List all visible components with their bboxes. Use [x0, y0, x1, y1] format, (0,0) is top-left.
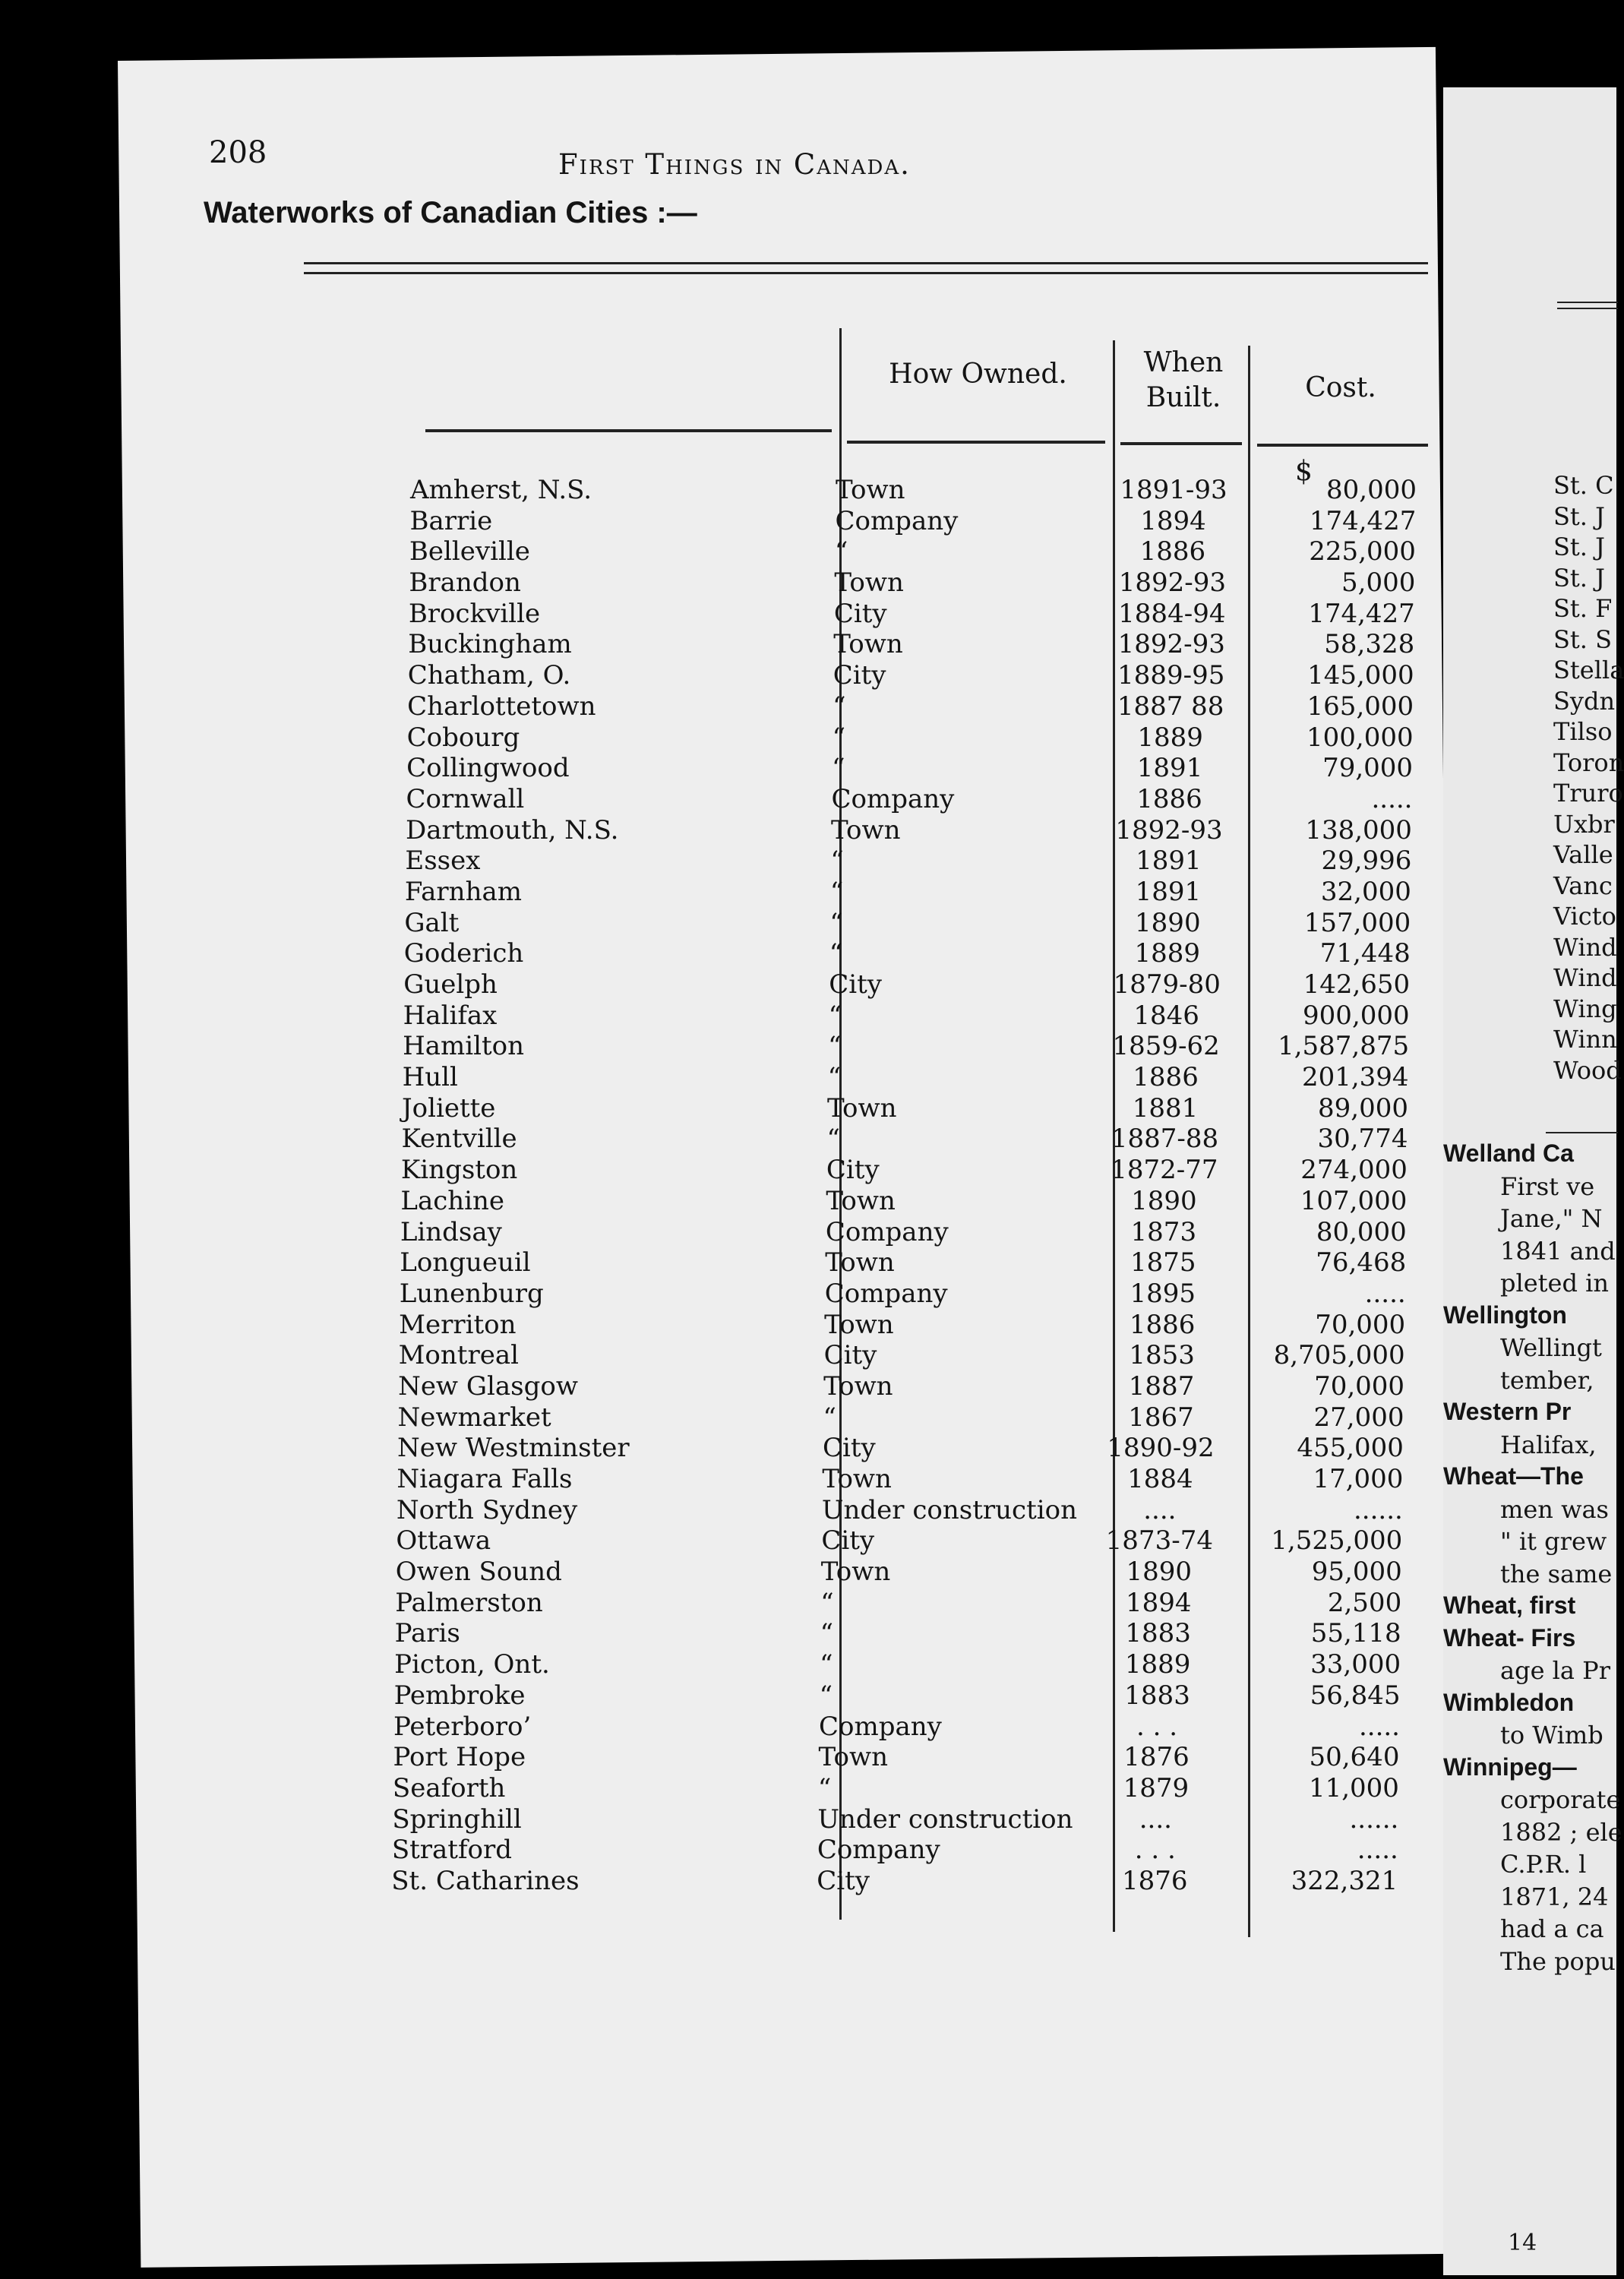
right-table-row: Stella [1553, 656, 1624, 684]
city-cell: Niagara Falls [397, 1464, 573, 1494]
owned-cell: Under construction [817, 1803, 1073, 1835]
cost-cell: 33,000 [1310, 1649, 1401, 1680]
entry-text: pleted in [1500, 1269, 1609, 1298]
built-cell: 1883 [1124, 1680, 1190, 1711]
header-rule-cost [1257, 444, 1428, 447]
cost-cell: 274,000 [1300, 1155, 1408, 1186]
table-row [392, 1804, 1436, 1835]
city-cell: Hull [402, 1062, 458, 1093]
table-row [398, 1402, 1436, 1433]
city-cell: Cobourg [406, 722, 520, 753]
table-top-rule [304, 262, 1428, 274]
table-row [403, 1031, 1436, 1062]
city-cell: Port Hope [393, 1742, 526, 1773]
built-cell: 1889 [1124, 1649, 1191, 1680]
table-row [405, 846, 1436, 877]
built-cell: 1886 [1136, 783, 1202, 814]
table-row [409, 506, 1436, 537]
owned-cell: City [833, 660, 886, 691]
table-row [399, 1340, 1436, 1371]
right-table-row: Uxbr [1553, 809, 1615, 839]
header-rule-owned [847, 441, 1105, 444]
cost-cell: 70,000 [1314, 1370, 1405, 1402]
table-row [398, 1371, 1436, 1402]
owned-cell: Town [836, 475, 905, 505]
entry-text: C.P.R. l [1500, 1850, 1587, 1879]
entry-text: Jane," N [1500, 1204, 1603, 1233]
cost-cell: ..... [1371, 783, 1413, 814]
cost-cell: 8,705,000 [1273, 1340, 1405, 1371]
cost-cell: 5,000 [1341, 567, 1416, 599]
built-cell: 1873-74 [1105, 1525, 1213, 1557]
city-cell: Owen Sound [395, 1557, 562, 1588]
city-cell: Barrie [409, 505, 493, 536]
city-cell: Chatham, O. [407, 660, 571, 691]
entry-heading: Welland Ca [1443, 1140, 1574, 1167]
right-table-row: Wing [1553, 994, 1617, 1023]
built-cell: 1892-93 [1117, 629, 1225, 660]
cost-cell: 80,000 [1326, 475, 1417, 505]
owned-cell: “ [834, 536, 848, 567]
right-table-row: St. C [1553, 471, 1614, 500]
cost-cell: ..... [1358, 1711, 1400, 1742]
city-cell: Picton, Ont. [394, 1649, 550, 1680]
owned-cell: Town [824, 1309, 894, 1340]
city-cell: Montreal [398, 1340, 519, 1371]
city-cell: Goderich [403, 938, 524, 969]
table-row [409, 567, 1436, 599]
owned-cell: Town [827, 1092, 897, 1124]
signature-mark: 14 [1508, 2230, 1537, 2256]
owned-cell: “ [829, 876, 844, 907]
column-header-built: When Built. [1143, 347, 1224, 413]
right-table-row: St. J [1553, 533, 1605, 561]
owned-cell: “ [829, 907, 843, 938]
entry-heading: Winnipeg— [1443, 1753, 1577, 1781]
entry-text: corporate [1500, 1785, 1621, 1814]
column-header-cost: Cost. [1305, 372, 1376, 403]
owned-cell: Company [817, 1835, 940, 1866]
owned-cell: Company [825, 1216, 949, 1247]
city-cell: Guelph [403, 969, 498, 1000]
table-row [405, 877, 1436, 908]
entry-text: the same [1500, 1559, 1613, 1588]
right-table-row: Tilso [1553, 717, 1613, 746]
owned-cell: “ [829, 938, 843, 969]
owned-cell: Town [830, 814, 901, 846]
table-row [402, 1093, 1436, 1124]
owned-cell: “ [833, 691, 846, 722]
table-row [406, 784, 1436, 815]
entry-heading: Wheat- Firs [1443, 1623, 1576, 1652]
city-cell: Seaforth [392, 1772, 506, 1803]
cost-cell: 157,000 [1303, 907, 1411, 938]
built-cell: 1883 [1125, 1618, 1191, 1649]
owned-cell: City [817, 1865, 870, 1896]
owned-cell: Town [823, 1370, 893, 1402]
entry-text: age la Pr [1500, 1656, 1610, 1685]
city-cell: Cornwall [406, 783, 525, 814]
city-cell: Palmerston [395, 1587, 543, 1618]
cost-cell: 174,427 [1308, 598, 1415, 629]
entry-text: Halifax, [1500, 1430, 1597, 1459]
owned-cell: Company [824, 1278, 948, 1309]
built-cell: 1876 [1121, 1865, 1188, 1896]
cost-cell: ..... [1357, 1835, 1398, 1866]
city-cell: Pembroke [393, 1680, 526, 1711]
table-row [394, 1680, 1436, 1712]
owned-cell: Company [831, 783, 955, 814]
right-table-row: St. S [1553, 624, 1613, 654]
city-cell: Collingwood [406, 753, 570, 784]
table-row [401, 1155, 1436, 1186]
right-table-row: Toron [1553, 748, 1624, 777]
city-cell: Hamilton [403, 1031, 525, 1062]
cost-cell: 27,000 [1313, 1402, 1404, 1433]
built-cell: 1875 [1130, 1247, 1196, 1279]
built-cell: 1887 [1128, 1370, 1195, 1402]
city-cell: Newmarket [397, 1402, 551, 1433]
city-cell: Essex [405, 846, 481, 877]
city-cell: Belleville [409, 536, 530, 567]
cost-cell: 138,000 [1305, 814, 1412, 846]
owned-cell: “ [828, 1031, 842, 1062]
right-table-row: St. J [1553, 563, 1605, 593]
city-cell: Paris [394, 1618, 460, 1649]
right-table-row: Wind [1553, 963, 1617, 992]
entry-text: " it grew [1500, 1527, 1607, 1556]
cost-cell: 201,394 [1301, 1062, 1409, 1093]
built-cell: 1876 [1123, 1742, 1190, 1773]
table-row [403, 1000, 1436, 1032]
owned-cell: Town [826, 1185, 896, 1216]
built-cell: 1891 [1136, 753, 1203, 784]
built-cell: 1889-95 [1117, 660, 1225, 691]
owned-cell: City [833, 598, 887, 629]
built-cell: 1892-93 [1115, 814, 1223, 846]
right-table-row: St. F [1553, 594, 1613, 623]
built-cell: 1892-93 [1118, 567, 1226, 599]
section-title: Waterworks of Canadian Cities :— [204, 196, 697, 229]
table-row [395, 1618, 1436, 1649]
built-cell: . . . [1134, 1835, 1176, 1866]
city-cell: Lunenburg [399, 1278, 544, 1309]
owned-cell: “ [820, 1618, 834, 1649]
built-cell: 1889 [1137, 722, 1203, 753]
owned-cell: “ [827, 1062, 841, 1093]
owned-cell: City [822, 1433, 876, 1464]
right-table-row: Valle [1553, 840, 1613, 869]
built-cell: 1886 [1133, 1062, 1199, 1093]
owned-cell: “ [817, 1772, 832, 1803]
entry-heading: Wheat—The [1443, 1462, 1584, 1490]
table-row [397, 1433, 1436, 1464]
owned-cell: “ [826, 1124, 840, 1155]
table-row [406, 815, 1436, 846]
table-row [404, 938, 1436, 969]
cost-cell: 165,000 [1306, 691, 1414, 722]
built-cell: 1846 [1133, 1000, 1199, 1031]
table-row [400, 1279, 1436, 1310]
table-row [394, 1649, 1436, 1680]
cost-cell: 1,525,000 [1271, 1525, 1403, 1557]
cost-cell: ..... [1364, 1278, 1406, 1309]
right-table-row: St. J [1553, 501, 1605, 531]
built-cell: 1890 [1131, 1185, 1197, 1216]
entry-text: Wellingt [1500, 1333, 1602, 1362]
table-row [392, 1835, 1436, 1866]
city-cell: Halifax [403, 1000, 498, 1031]
city-cell: Kentville [401, 1124, 517, 1155]
built-cell: 1887 88 [1117, 691, 1224, 722]
owned-cell: City [829, 969, 882, 1000]
built-cell: .... [1143, 1494, 1177, 1525]
cost-cell: 145,000 [1307, 660, 1414, 691]
right-page [1443, 87, 1624, 2275]
right-table-row: Victo [1553, 902, 1616, 931]
city-cell: Peterboro’ [393, 1711, 532, 1742]
table-row [400, 1186, 1436, 1217]
built-cell: 1881 [1132, 1092, 1199, 1124]
cost-cell: 142,650 [1303, 969, 1411, 1000]
table-row [393, 1773, 1436, 1804]
owned-cell: “ [830, 846, 844, 877]
table-row [397, 1495, 1436, 1526]
owned-cell: City [821, 1525, 875, 1557]
table-row [406, 753, 1436, 784]
entry-text: tember, [1500, 1365, 1594, 1395]
cost-cell: 50,640 [1309, 1742, 1400, 1773]
city-cell: Joliette [402, 1092, 496, 1124]
built-cell: 1859-62 [1112, 1031, 1220, 1062]
right-table-row: Truro [1553, 779, 1623, 808]
entry-heading: Western Pr [1443, 1398, 1572, 1425]
cost-cell: 56,845 [1310, 1680, 1401, 1711]
entry-heading: Wimbledon [1443, 1688, 1575, 1716]
owned-cell: Town [833, 629, 903, 660]
cost-cell: 32,000 [1320, 876, 1411, 907]
city-cell: Springhill [392, 1803, 522, 1835]
city-cell: Galt [404, 907, 460, 938]
right-table-row: Wood [1553, 1055, 1622, 1085]
owned-cell: “ [828, 1000, 842, 1031]
header-rule-city [425, 429, 832, 432]
owned-cell: Town [834, 567, 904, 599]
table-row [409, 599, 1436, 630]
table-row [410, 475, 1436, 506]
built-cell: .... [1139, 1803, 1172, 1835]
built-cell: 1890-92 [1107, 1433, 1215, 1464]
entry-heading: Wheat, first [1443, 1592, 1576, 1619]
waterworks-table [391, 475, 1436, 1897]
right-table-row: Winn [1553, 1025, 1617, 1054]
table-row [399, 1310, 1436, 1341]
cost-cell: 322,321 [1291, 1865, 1398, 1896]
city-cell: St. Catharines [391, 1865, 580, 1896]
entry-text: 1841 and [1500, 1236, 1616, 1266]
header-rule-built [1120, 442, 1242, 445]
owned-cell: Town [825, 1247, 895, 1279]
right-table-row: Wind [1553, 932, 1617, 962]
built-cell: 1879-80 [1113, 969, 1221, 1000]
built-cell: 1890 [1135, 907, 1201, 938]
column-header-owned: How Owned. [889, 359, 1067, 390]
table-row [396, 1525, 1436, 1557]
built-cell: . . . [1136, 1711, 1178, 1742]
city-cell: Dartmouth, N.S. [405, 814, 619, 846]
owned-cell: “ [820, 1649, 833, 1680]
built-cell: 1884-94 [1118, 598, 1226, 629]
table-row [401, 1124, 1436, 1155]
entry-text: men was [1500, 1494, 1609, 1524]
cost-cell: 225,000 [1309, 536, 1416, 567]
entry-heading: Wellington [1443, 1301, 1567, 1329]
built-cell: 1873 [1130, 1216, 1197, 1247]
city-cell: New Glasgow [398, 1370, 578, 1402]
table-row [408, 629, 1436, 660]
city-cell: Buckingham [408, 629, 572, 660]
cost-cell: ...... [1354, 1494, 1403, 1525]
table-row [400, 1217, 1436, 1248]
cost-cell: 900,000 [1303, 1000, 1410, 1031]
city-cell: Lachine [400, 1185, 505, 1216]
cost-cell: 71,448 [1319, 938, 1411, 969]
right-table-rule [1557, 302, 1618, 309]
city-cell: Brandon [409, 567, 521, 599]
built-cell: 1894 [1125, 1587, 1192, 1618]
owned-cell: Town [820, 1557, 891, 1588]
owned-cell: Company [819, 1711, 942, 1742]
built-cell: 1890 [1126, 1557, 1193, 1588]
table-row [407, 691, 1436, 722]
table-row [396, 1557, 1436, 1588]
right-table-row: Vanc [1553, 871, 1613, 900]
cost-cell: 17,000 [1313, 1464, 1404, 1494]
entry-text: had a ca [1500, 1914, 1604, 1943]
cost-cell: 95,000 [1311, 1557, 1402, 1588]
table-row [403, 969, 1436, 1000]
built-cell: 1894 [1140, 505, 1206, 536]
table-row [409, 536, 1436, 567]
built-cell: 1886 [1139, 536, 1206, 567]
city-cell: Ottawa [396, 1525, 491, 1557]
entry-text: The popu [1500, 1946, 1616, 1976]
owned-cell: “ [820, 1587, 834, 1618]
owned-cell: Company [835, 505, 959, 536]
table-row [395, 1588, 1436, 1619]
cost-cell: 107,000 [1300, 1185, 1408, 1216]
owned-cell: “ [832, 753, 845, 784]
table-row [403, 1062, 1436, 1093]
city-cell: Brockville [408, 598, 541, 629]
owned-cell: Town [818, 1742, 888, 1773]
cost-cell: 11,000 [1308, 1772, 1399, 1803]
owned-cell: City [826, 1155, 880, 1186]
cost-cell: 29,996 [1321, 846, 1412, 877]
cost-cell: 100,000 [1306, 722, 1414, 753]
entry-text: First ve [1500, 1171, 1595, 1201]
table-row [404, 908, 1436, 939]
city-cell: Longueuil [400, 1247, 531, 1279]
built-cell: 1887-88 [1111, 1124, 1219, 1155]
owned-cell: City [823, 1340, 877, 1371]
city-cell: Kingston [400, 1155, 518, 1186]
table-row [407, 722, 1436, 754]
city-cell: Lindsay [400, 1216, 502, 1247]
owned-cell: Under construction [821, 1494, 1077, 1525]
table-row [391, 1866, 1436, 1897]
cost-cell: 55,118 [1310, 1618, 1401, 1649]
table-row [397, 1464, 1436, 1495]
running-head: First Things in Canada. [558, 148, 911, 181]
page-number: 208 [209, 135, 267, 170]
table-body [391, 475, 1436, 1897]
right-table-end-rule [1546, 1132, 1618, 1133]
cost-cell: 1,587,875 [1278, 1031, 1410, 1062]
built-cell: 1886 [1129, 1309, 1196, 1340]
cost-cell: 79,000 [1322, 753, 1414, 784]
built-cell: 1891-93 [1120, 475, 1227, 505]
city-cell: Stratford [391, 1835, 513, 1866]
built-cell: 1895 [1130, 1278, 1196, 1309]
entry-text: 1871, 24 [1500, 1882, 1609, 1911]
city-cell: New Westminster [397, 1433, 630, 1464]
cost-cell: 80,000 [1316, 1216, 1407, 1247]
city-cell: North Sydney [396, 1494, 578, 1525]
cost-cell: 70,000 [1315, 1309, 1406, 1340]
cost-cell: 76,468 [1316, 1247, 1407, 1279]
table-row [408, 660, 1436, 691]
cost-cell: 89,000 [1318, 1092, 1408, 1124]
entry-text: 1882 ; ele [1500, 1817, 1622, 1847]
table-row [393, 1742, 1436, 1773]
built-cell: 1867 [1128, 1402, 1194, 1433]
cost-cell: 30,774 [1317, 1124, 1408, 1155]
table-row [400, 1247, 1436, 1279]
built-cell: 1872-77 [1111, 1155, 1218, 1186]
city-cell: Farnham [404, 876, 522, 907]
built-cell: 1891 [1135, 876, 1202, 907]
owned-cell: “ [832, 722, 845, 753]
table-row [393, 1712, 1436, 1743]
owned-cell: “ [823, 1402, 836, 1433]
owned-cell: “ [819, 1680, 833, 1711]
entry-text: to Wimb [1500, 1721, 1603, 1750]
owned-cell: Town [822, 1464, 892, 1494]
cost-unit: $ [1295, 456, 1313, 487]
cost-cell: 2,500 [1327, 1587, 1402, 1618]
city-cell: Charlottetown [407, 691, 596, 722]
built-cell: 1884 [1127, 1464, 1193, 1494]
cost-cell: ...... [1349, 1803, 1399, 1835]
city-cell: Amherst, N.S. [410, 475, 592, 505]
built-cell: 1889 [1134, 938, 1201, 969]
built-cell: 1891 [1136, 846, 1202, 877]
built-cell: 1853 [1129, 1340, 1195, 1371]
right-table-row: Sydn [1553, 686, 1616, 716]
cost-cell: 455,000 [1297, 1433, 1404, 1464]
cost-cell: 58,328 [1324, 629, 1415, 660]
cost-cell: 174,427 [1309, 505, 1417, 536]
built-cell: 1879 [1123, 1772, 1190, 1803]
city-cell: Merriton [399, 1309, 517, 1340]
